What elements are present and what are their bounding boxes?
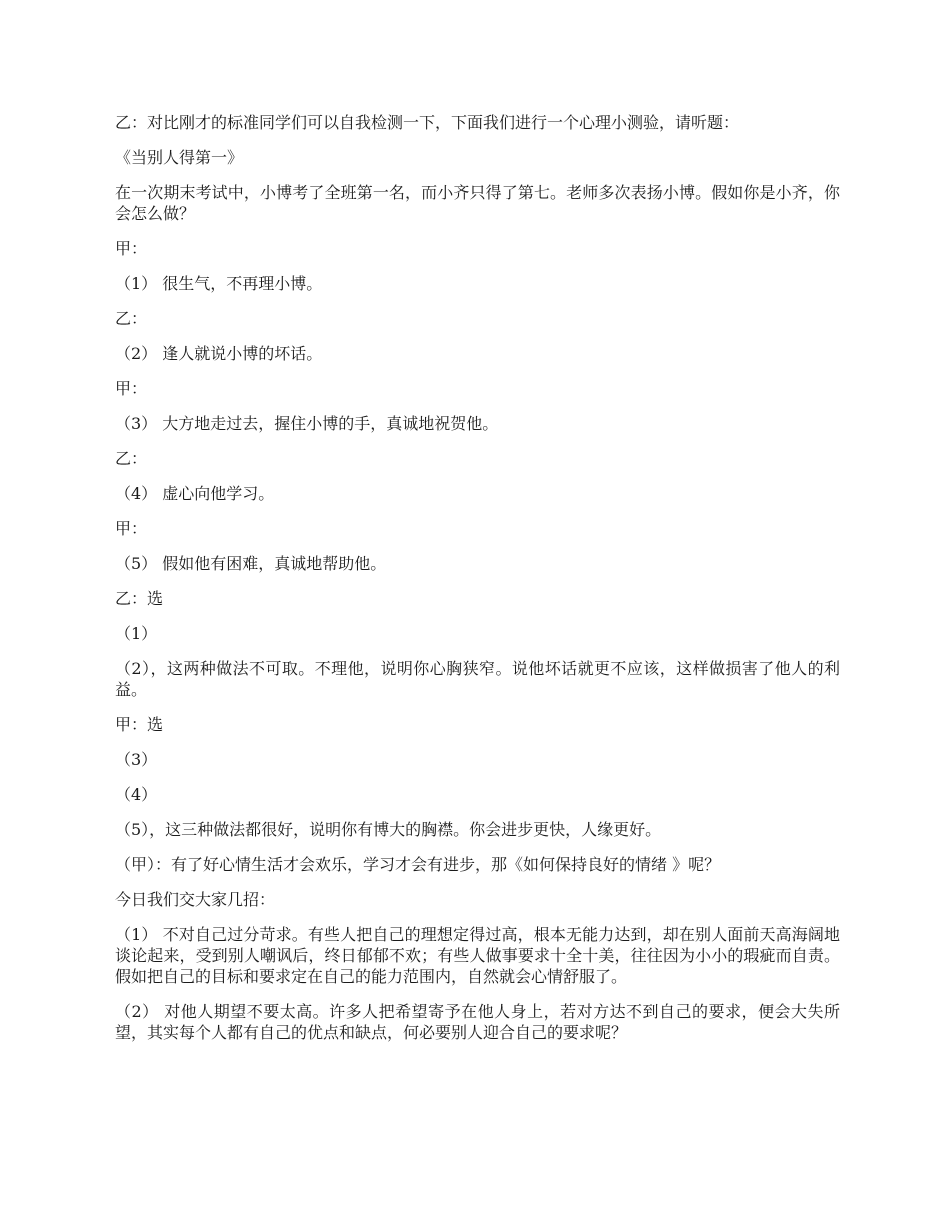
paragraph: （2） 对他人期望不要太高。许多人把希望寄予在他人身上，若对方达不到自己的要求，便会大失所望，其实每个人都有自己的优点和缺点，何必要别人迎合自己的要求呢？ [115, 1002, 840, 1042]
paragraph: （5） 假如他有困难，真诚地帮助他。 [115, 554, 387, 573]
paragraph: （1） 很生气，不再理小博。 [115, 274, 323, 293]
paragraph: 甲： [115, 239, 148, 258]
paragraph: （2） 逢人就说小博的坏话。 [115, 344, 323, 363]
paragraph: （5），这三种做法都很好，说明你有博大的胸襟。你会进步更快，人缘更好。 [115, 820, 662, 839]
paragraph: 乙： [115, 449, 148, 468]
paragraph: 甲： [115, 519, 148, 538]
paragraph: 乙： [115, 309, 148, 328]
paragraph: （2），这两种做法不可取。不理他，说明你心胸狭窄。说他坏话就更不应该，这样做损害了他人的利益。 [115, 659, 840, 699]
paragraph: 甲： [115, 379, 148, 398]
paragraph: （1） 不对自己过分苛求。有些人把自己的理想定得过高，根本无能力达到，却在别人面前天高海阔地谈论起来，受到别人嘲讽后，终日郁郁不欢；有些人做事要求十全十美，往往因为小小的瑕疵而自责。假如把自己的目标和要求定在自己的能力范围内，自然就会心情舒服了。 [115, 925, 840, 986]
paragraph: （4） 虚心向他学习。 [115, 484, 275, 503]
paragraph: （3） [115, 750, 158, 769]
paragraph: （1） [115, 624, 158, 643]
paragraph: 《当别人得第一》 [115, 148, 244, 167]
paragraph: 乙：选 [115, 589, 164, 608]
paragraph: 乙：对比刚才的标准同学们可以自我检测一下，下面我们进行一个心理小测验，请听题： [115, 113, 740, 132]
paragraph: 甲：选 [115, 715, 164, 734]
paragraph: 在一次期末考试中，小博考了全班第一名，而小齐只得了第七。老师多次表扬小博。假如你是小齐，你会怎么做？ [115, 183, 840, 223]
document-body [115, 112, 840, 1057]
paragraph: （甲）：有了好心情生活才会欢乐，学习才会有进步，那《如何保持良好的情绪 》呢？ [115, 855, 721, 874]
paragraph: （4） [115, 785, 158, 804]
paragraph: （3） 大方地走过去，握住小博的手，真诚地祝贺他。 [115, 414, 499, 433]
paragraph: 今日我们交大家几招： [115, 890, 276, 909]
